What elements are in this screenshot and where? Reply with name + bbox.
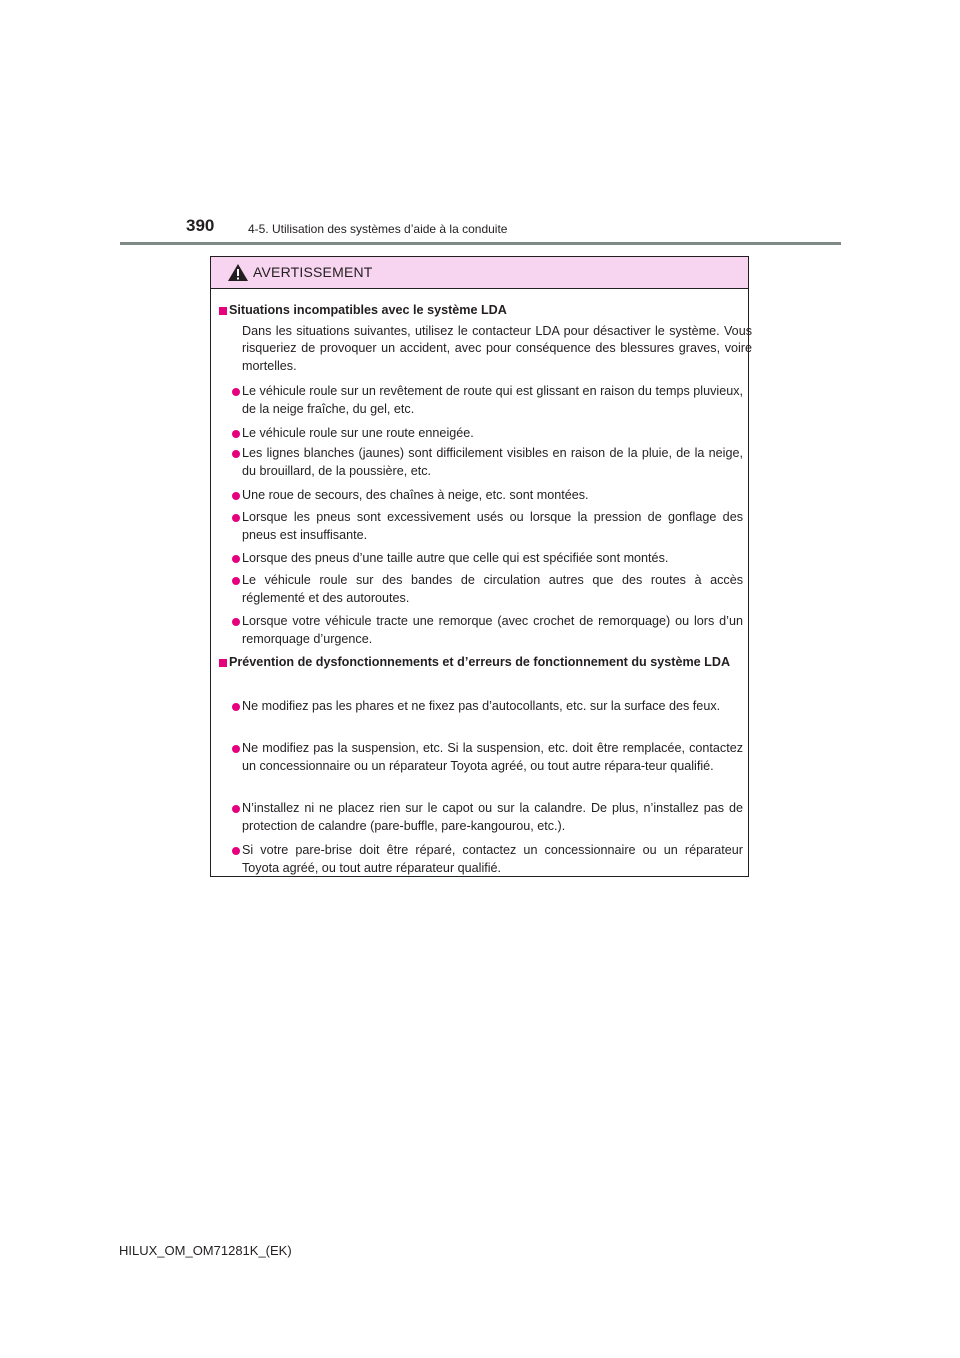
list-item: Le véhicule roule sur un revêtement de route qui est glissant en raison du temps pluvieux, de la neige fraîche, du gel, etc. — [219, 383, 743, 418]
warning-body — [211, 288, 752, 876]
bullet-dot-icon — [232, 618, 240, 626]
section-title: 4-5. Utilisation des systèmes d’aide à la conduite — [248, 222, 508, 236]
warning-box — [210, 256, 752, 877]
page-number: 390 — [186, 216, 215, 235]
document-code: HILUX_OM_OM71281K_(EK) — [119, 1243, 292, 1258]
warning-section — [219, 654, 743, 672]
list-item: Ne modifiez pas les phares et ne fixez pas d’autocollants, etc. sur la surface des feux. — [219, 698, 743, 716]
list-item: Les lignes blanches (jaunes) sont difficilement visibles en raison de la pluie, de la neige, du brouillard, de la poussière, etc. — [219, 445, 743, 480]
list-item: Le véhicule roule sur des bandes de circulation autres que des routes à accès réglementé et des autoroutes. — [219, 572, 743, 607]
bullet-dot-icon — [232, 492, 240, 500]
bullet-dot-icon — [232, 388, 240, 396]
list-item: Lorsque des pneus d’une taille autre que celle qui est spécifiée sont montés. — [219, 550, 743, 568]
section-heading: Prévention de dysfonctionnements et d’erreurs de fonctionnement du système LDA — [219, 654, 743, 672]
bullet-dot-icon — [232, 847, 240, 855]
bullet-dot-icon — [232, 430, 240, 438]
warning-header — [211, 257, 748, 289]
list-item: Ne modifiez pas la suspension, etc. Si la suspension, etc. doit être remplacée, contactez un concessionnaire ou un réparateur Toyota agréé, ou tout autre répara-teur qualifié. — [219, 740, 743, 775]
bullet-dot-icon — [232, 514, 240, 522]
bullet-dot-icon — [232, 805, 240, 813]
bullet-dot-icon — [232, 745, 240, 753]
list-item: Lorsque votre véhicule tracte une remorque (avec crochet de remorquage) ou lors d’un remorquage d’urgence. — [219, 613, 743, 648]
section-heading: Situations incompatibles avec le système LDA — [219, 302, 743, 320]
warning-triangle-icon — [227, 263, 249, 282]
square-bullet-icon — [219, 659, 227, 667]
square-bullet-icon — [219, 307, 227, 315]
bullet-dot-icon — [232, 577, 240, 585]
list-item: Une roue de secours, des chaînes à neige, etc. sont montées. — [219, 487, 743, 505]
bullet-dot-icon — [232, 703, 240, 711]
bullet-dot-icon — [232, 450, 240, 458]
warning-title: AVERTISSEMENT — [253, 264, 373, 280]
list-item: Lorsque les pneus sont excessivement usés ou lorsque la pression de gonflage des pneus est insuffisante. — [219, 509, 743, 544]
list-item: N’installez ni ne placez rien sur le capot ou sur la calandre. De plus, n’installez pas de protection de calandre (pare-buffle, pare-kangourou, etc.). — [219, 800, 743, 835]
bullet-dot-icon — [232, 555, 240, 563]
list-item: Le véhicule roule sur une route enneigée. — [219, 425, 743, 443]
header-rule — [120, 242, 841, 245]
warning-section — [219, 302, 752, 375]
section-intro: Dans les situations suivantes, utilisez le contacteur LDA pour désactiver le système. Vous risqueriez de provoquer un accident, avec pour conséquence des blessures graves, voire mortelles. — [242, 323, 752, 373]
list-item: Si votre pare-brise doit être réparé, contactez un concessionnaire ou un réparateur Toyota agréé, ou tout autre réparateur qualifié. — [219, 842, 743, 877]
